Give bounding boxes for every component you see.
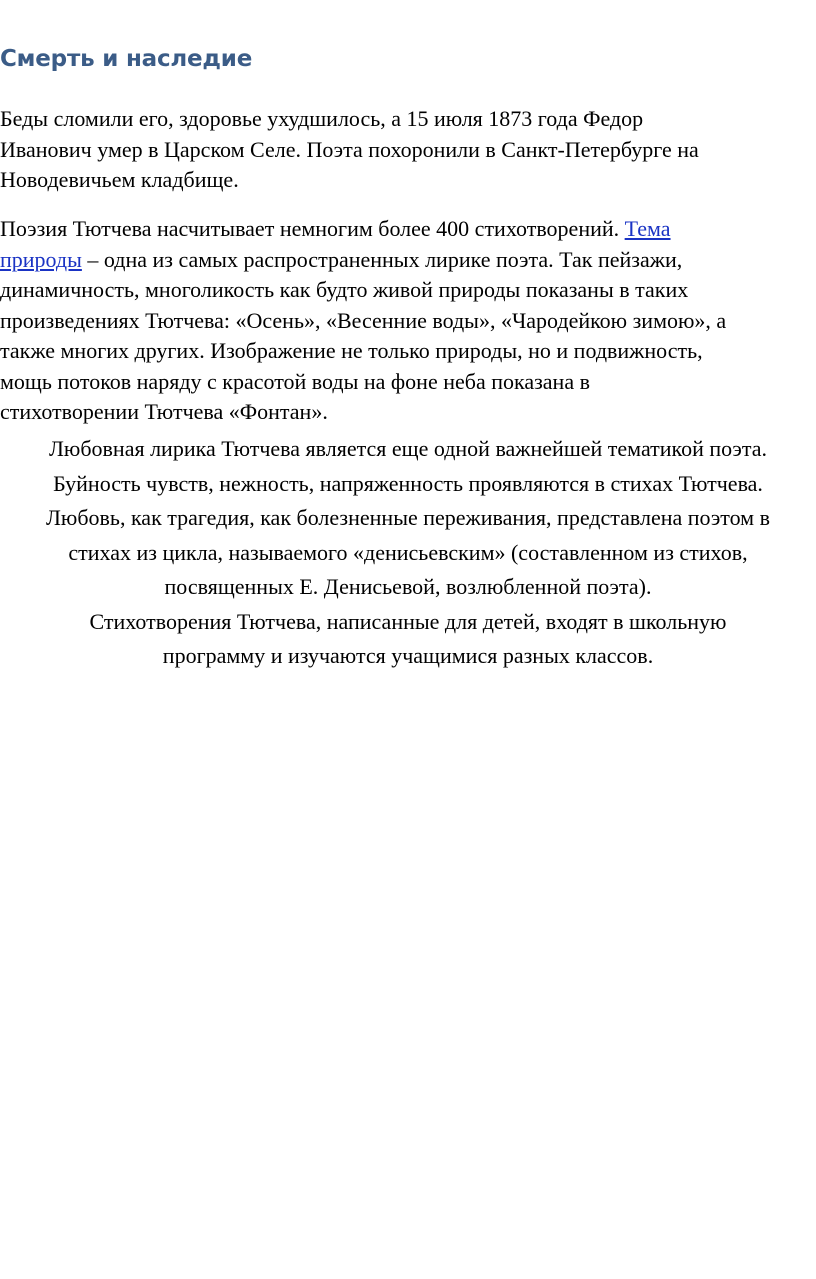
text-line: динамичность, многоликость как будто живой природы показаны в таких: [0, 277, 689, 302]
text-line: Иванович умер в Царском Селе. Поэта похоронили в Санкт-Петербурге на: [0, 136, 699, 162]
text-line: стихотворении Тютчева «Фонтан».: [0, 399, 328, 424]
text-line: также многих других. Изображение не только природы, но и подвижность,: [0, 338, 703, 363]
text-line: Любовь, как трагедия, как болезненные переживания, представлена поэтом в: [45, 505, 770, 530]
nature-theme-link-continued[interactable]: природы: [0, 246, 82, 272]
text-line: [0, 214, 816, 245]
nature-theme-link[interactable]: Тема: [624, 216, 671, 241]
text-line: программу и изучаются учащимися разных классов.: [162, 643, 654, 668]
paragraph-death: [0, 104, 816, 196]
text-line: мощь потоков наряду с красотой воды на фоне неба показана в: [0, 368, 590, 394]
text-line: Буйность чувств, нежность, напряженность проявляются в стихах Тютчева.: [53, 470, 763, 496]
text-line: Новодевичьем кладбище.: [0, 167, 239, 192]
section-heading: Смерть и наследие: [0, 46, 253, 72]
paragraph-love-lyrics: [0, 432, 816, 674]
text-line: Стихотворения Тютчева, написанные для детей, входят в школьную: [89, 608, 727, 634]
text-line: посвященных Е. Денисьевой, возлюбленной поэта).: [164, 574, 652, 599]
text-line: Беды сломили его, здоровье ухудшилось, а 15 июля 1873 года Федор: [0, 106, 644, 131]
text-line: произведениях Тютчева: «Осень», «Весенние воды», «Чародейкою зимою», а: [0, 307, 727, 333]
text-line: Любовная лирика Тютчева является еще одной важнейшей тематикой поэта.: [48, 436, 768, 461]
text-segment: – одна из самых распространенных лирике поэта. Так пейзажи,: [81, 246, 683, 272]
text-line: [0, 245, 816, 276]
text-line: стихах из цикла, называемого «денисьевским» (составленном из стихов,: [68, 539, 748, 565]
text-segment: Поэзия Тютчева насчитывает немногим более 400 стихотворений.: [0, 216, 625, 241]
paragraph-poetry: [0, 214, 816, 428]
